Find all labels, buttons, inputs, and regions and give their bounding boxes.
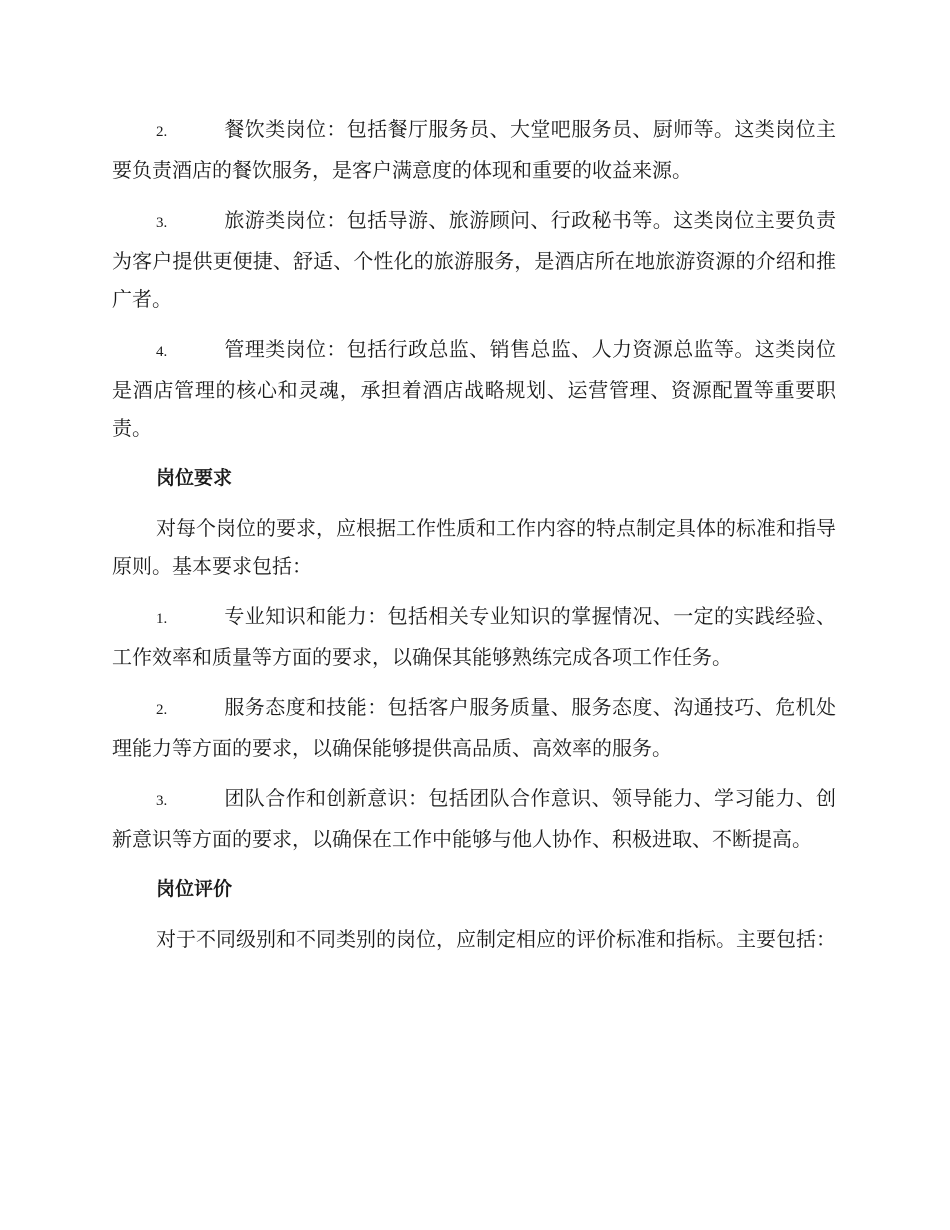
list-number: 2. [156, 702, 168, 718]
section-intro-requirements: 对每个岗位的要求，应根据工作性质和工作内容的特点制定具体的标准和指导原则。基本要求包括： [112, 516, 836, 578]
section-intro-evaluation: 对于不同级别和不同类别的岗位，应制定相应的评价标准和指标。主要包括： [156, 927, 836, 951]
list-item-text: 团队合作和创新意识：包括团队合作意识、领导能力、学习能力、创新意识等方面的要求，以确保在工作中能够与他人协作、积极进取、不断提高。 [112, 786, 836, 851]
document-body [112, 110, 836, 970]
list-item-management [112, 330, 836, 447]
list-number: 3. [156, 215, 168, 231]
section-heading-evaluation: 岗位评价 [156, 878, 233, 900]
list-item-text: 旅游类岗位：包括导游、旅游顾问、行政秘书等。这类岗位主要负责为客户提供更便捷、舒适、个性化的旅游服务，是酒店所在地旅游资源的介绍和推广者。 [112, 208, 836, 311]
list-item-service [112, 688, 836, 767]
list-item-knowledge [112, 597, 836, 676]
list-number: 1. [156, 611, 168, 627]
list-number: 4. [156, 344, 168, 360]
list-item-teamwork [112, 779, 836, 858]
list-item-text: 管理类岗位：包括行政总监、销售总监、人力资源总监等。这类岗位是酒店管理的核心和灵魂，承担着酒店战略规划、运营管理、资源配置等重要职责。 [112, 337, 836, 440]
list-item-catering [112, 110, 836, 189]
list-item-text: 专业知识和能力：包括相关专业知识的掌握情况、一定的实践经验、工作效率和质量等方面的要求，以确保其能够熟练完成各项工作任务。 [112, 604, 836, 669]
list-number: 2. [156, 124, 168, 140]
section-heading-requirements: 岗位要求 [156, 467, 233, 489]
list-item-tourism [112, 201, 836, 318]
list-number: 3. [156, 793, 168, 809]
list-item-text: 餐饮类岗位：包括餐厅服务员、大堂吧服务员、厨师等。这类岗位主要负责酒店的餐饮服务，是客户满意度的体现和重要的收益来源。 [112, 117, 836, 182]
list-item-text: 服务态度和技能：包括客户服务质量、服务态度、沟通技巧、危机处理能力等方面的要求，以确保能够提供高品质、高效率的服务。 [112, 695, 836, 760]
